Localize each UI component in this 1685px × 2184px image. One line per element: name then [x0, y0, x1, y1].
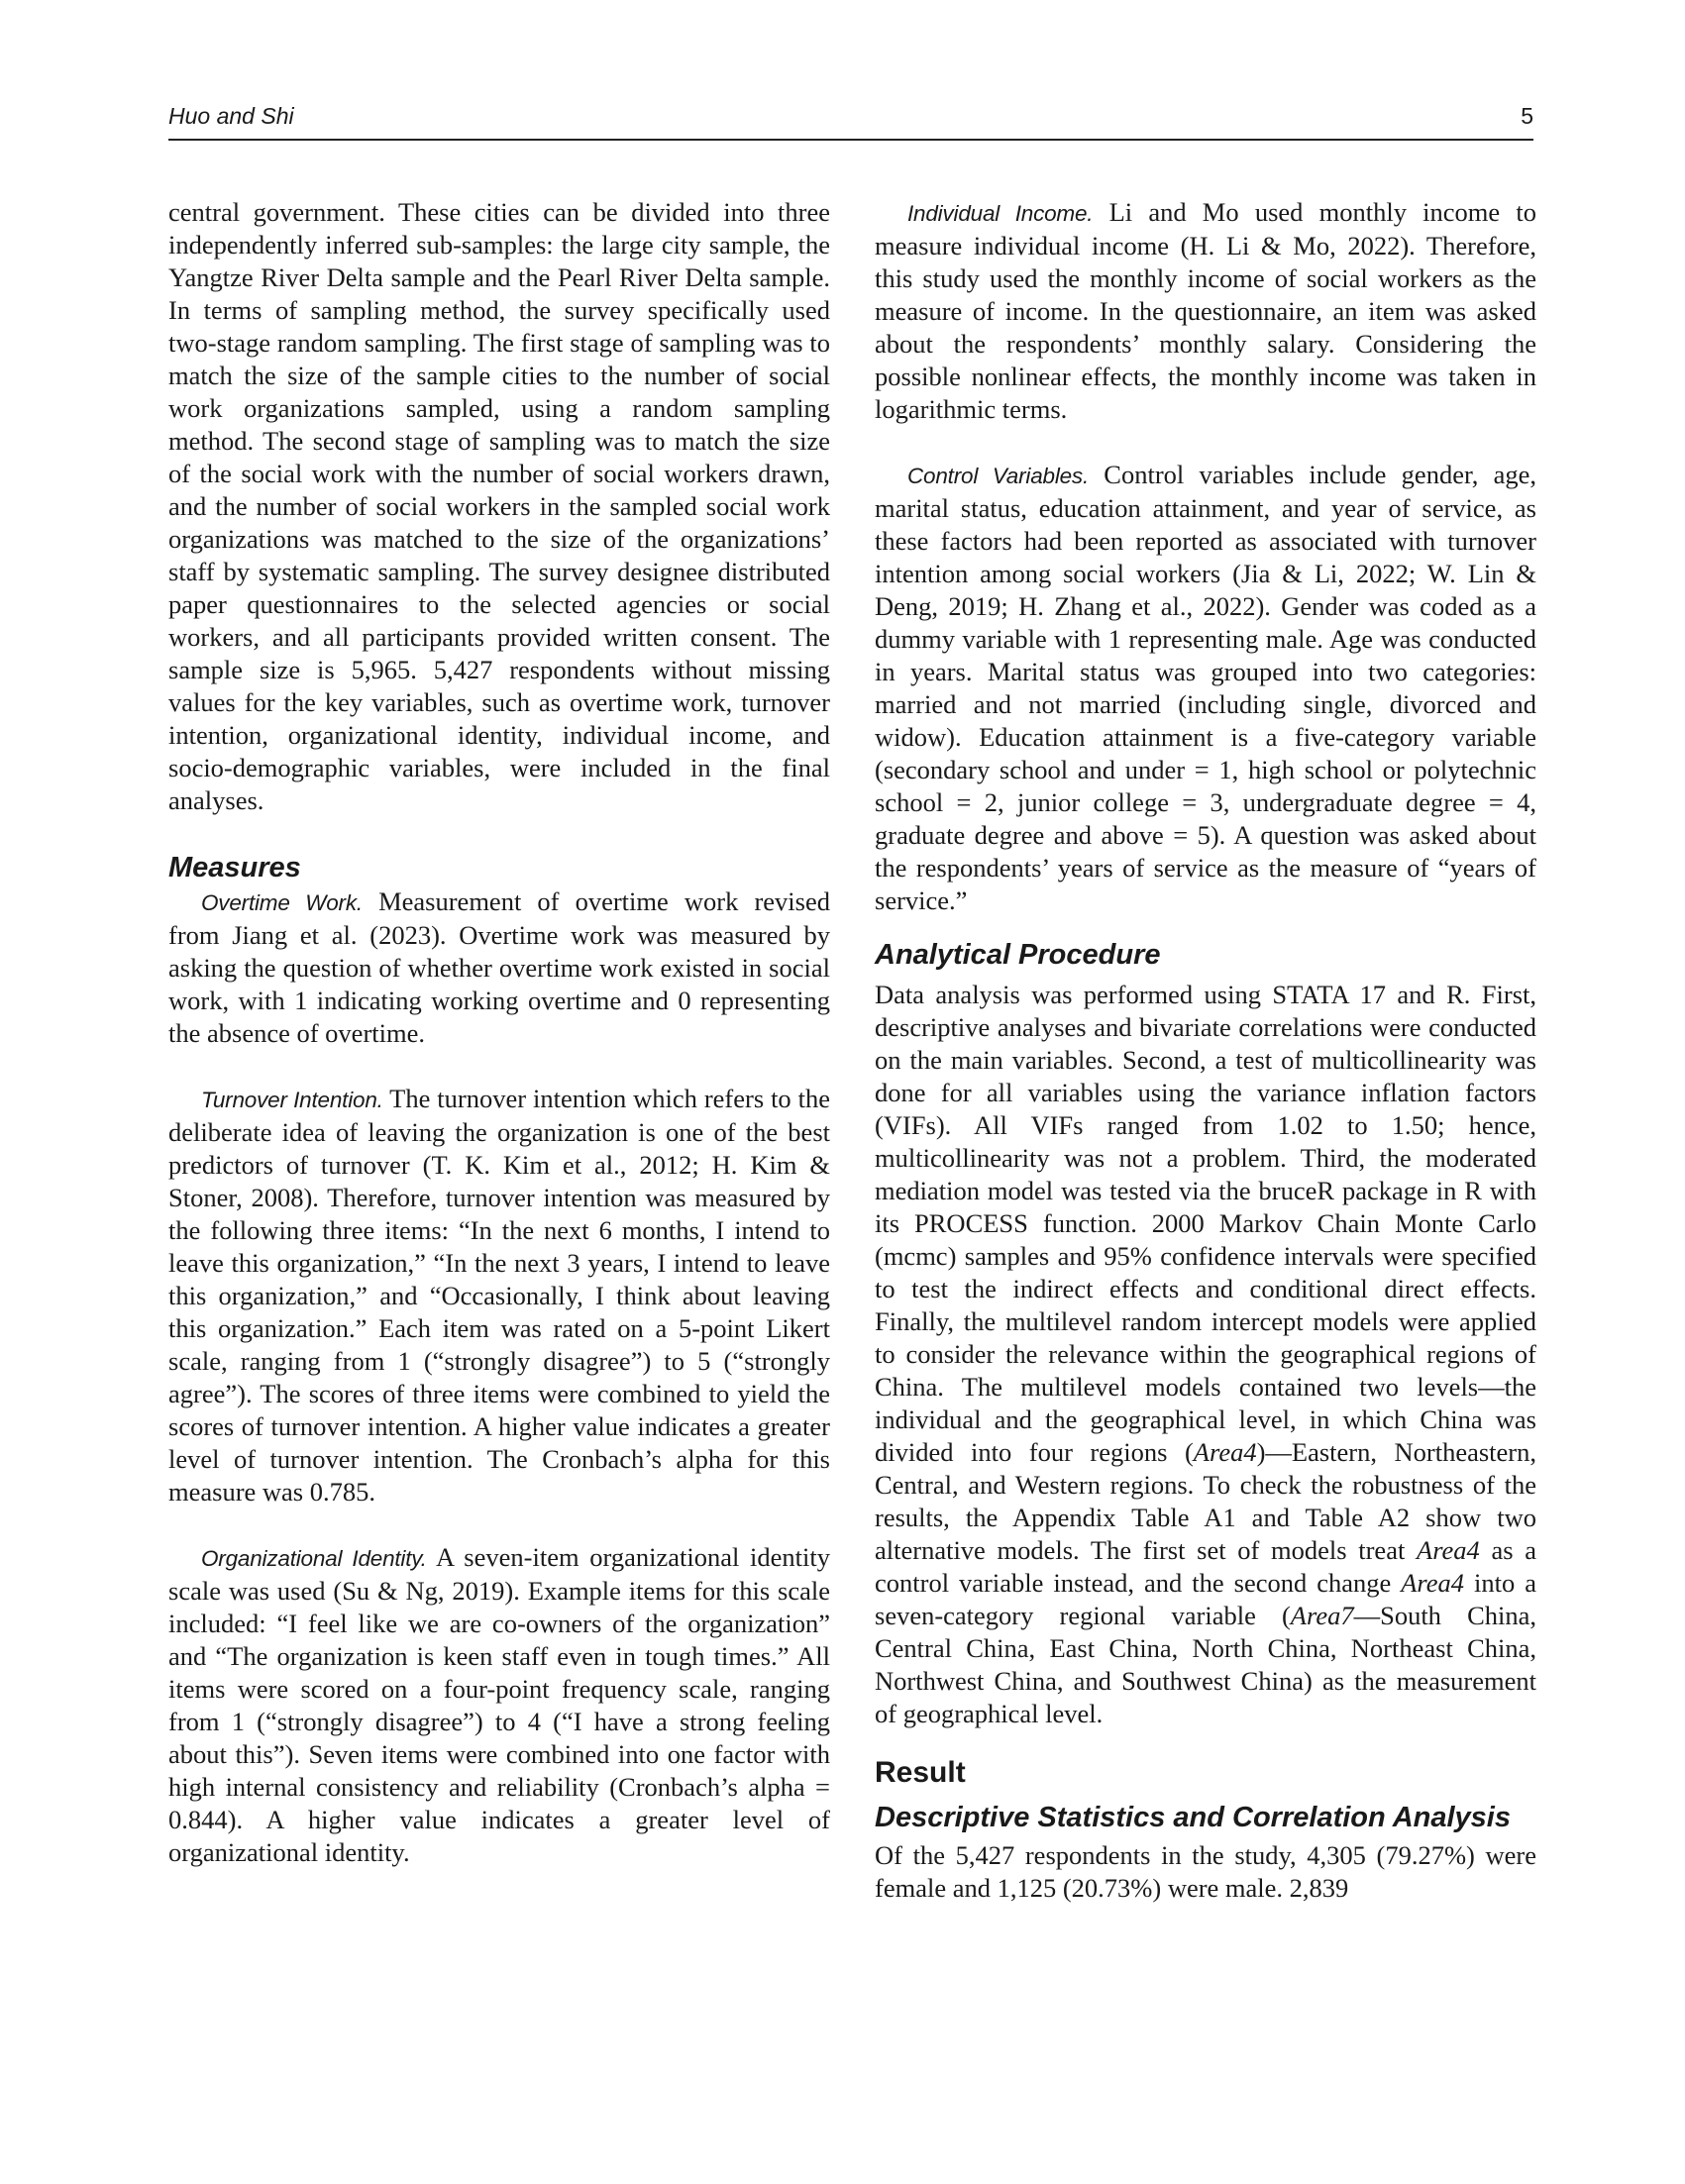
descriptive-paragraph: Of the 5,427 respondents in the study, 4,305 (79.27%) were female and 1,125 (20.73%) were male. 2,839: [875, 1840, 1536, 1903]
overtime-paragraph: [168, 885, 830, 1050]
sampling-paragraph: central government. These cities can be divided into three independently inferred sub-samples: the large city sample, the Yangtze River Delta sample and the Pearl River Delta sample. In terms of sampling method, the survey specifically used two-stage random sampling. The first stage of sampling was to match the size of the sample cities to the number of social work organizations sampled, using a random sampling method. The second stage of sampling was to match the size of the social work with the number of social workers drawn, and the number of social workers in the sampled social work organizations was matched to the size of the organizations’ staff by systematic sampling. The survey designee distributed paper questionnaires to the selected agencies or social workers, and all participants provided written consent. The sample size is 5,965. 5,427 respondents without missing values for the key variables, such as overtime work, turnover intention, organizational identity, individual income, and socio-demographic variables, were included in the final analyses.: [168, 197, 830, 815]
turnover-heading: Turnover Intention.: [201, 1088, 383, 1112]
control-heading: Control Variables.: [907, 464, 1090, 488]
area7-term: Area7: [1290, 1601, 1354, 1630]
result-heading: Result: [875, 1756, 966, 1789]
page-number: 5: [1521, 103, 1533, 129]
analytical-text-1: Data analysis was performed using STATA 17 and R. First, descriptive analyses and bivariate correlations were conducted on the main variables. Second, a test of multicollinearity was done for all variables using the variance inflation factors (VIFs). All VIFs ranged from 1.02 to 1.50; hence, multicollinearity was not a problem. Third, the moderated mediation model was tested via the bruceR package in R with its PROCESS function. 2000 Markov Chain Monte Carlo (mcmc) samples and 95% confidence intervals were specified to test the indirect effects and conditional direct effects. Finally, the multilevel random intercept models were applied to consider the relevance within the geographical regions of China. The multilevel models contained two levels—the individual and the geographical level, in which China was divided into four regions (: [875, 980, 1536, 1467]
control-paragraph: [875, 459, 1536, 917]
descriptive-heading: Descriptive Statistics and Correlation Analysis: [875, 1802, 1511, 1833]
area4-term: Area4: [1401, 1568, 1465, 1598]
overtime-text: Measurement of overtime work revised from Jiang et al. (2023). Overtime work was measured by asking the question of whether overtime work existed in social work, with 1 indicating working overtime and 0 representing the absence of overtime.: [168, 886, 830, 1048]
analytical-paragraph: [875, 979, 1536, 1730]
left-column: [168, 196, 830, 1869]
running-header: [168, 103, 1533, 141]
income-text: Li and Mo used monthly income to measure individual income (H. Li & Mo, 2022). Therefore, this study used the monthly income of social workers as the measure of income. In the questionnaire, an item was asked about the respondents’ monthly salary. Considering the possible nonlinear effects, the monthly income was taken in logarithmic terms.: [875, 197, 1536, 424]
identity-paragraph: [168, 1541, 830, 1869]
identity-text: A seven-item organizational identity scale was used (Su & Ng, 2019). Example items for this scale included: “I feel like we are co-owners of the organization” and “The organization is keen staff even in tough times.” All items were scored on a four-point frequency scale, ranging from 1 (“strongly disagree”) to 4 (“I have a strong feeling about this”). Seven items were combined into one factor with high internal consistency and reliability (Cronbach’s alpha = 0.844). A higher value indicates a greater level of organizational identity.: [168, 1542, 830, 1867]
analytical-text-2: )—Eastern, Northeastern, Central, and Western regions. To check the robustness of the results, the Appendix Table A1 and Table A2 show two alternative models. The first set of models treat: [875, 1437, 1536, 1565]
income-heading: Individual Income.: [907, 201, 1094, 226]
analytical-text-3: as a control variable instead, and the second change: [875, 1535, 1536, 1598]
control-text: Control variables include gender, age, marital status, education attainment, and year of service, as these factors had been reported as associated with turnover intention among social workers (Jia & Li, 2022; W. Lin & Deng, 2019; H. Zhang et al., 2022). Gender was coded as a dummy variable with 1 representing male. Age was conducted in years. Marital status was grouped into two categories: married and not married (including single, divorced and widow). Education attainment is a five-category variable (secondary school and under = 1, high school or polytechnic school = 2, junior college = 3, undergraduate degree = 4, graduate degree and above = 5). A question was asked about the respondents’ years of service as the measure of “years of service.”: [875, 460, 1537, 915]
turnover-text: The turnover intention which refers to the deliberate idea of leaving the organization is one of the best predictors of turnover (T. K. Kim et al., 2012; H. Kim & Stoner, 2008). Therefore, turnover intention was measured by the following three items: “In the next 6 months, I intend to leave this organization,” “In the next 3 years, I intend to leave this organization,” and “Occasionally, I think about leaving this organization.” Each item was rated on a 5-point Likert scale, ranging from 1 (“strongly disagree”) to 5 (“strongly agree”). The scores of three items were combined to yield the scores of turnover intention. A higher value indicates a greater level of turnover intention. The Cronbach’s alpha for this measure was 0.785.: [168, 1084, 830, 1507]
turnover-paragraph: [168, 1083, 830, 1508]
analytical-heading: Analytical Procedure: [875, 939, 1161, 971]
area4-term: Area4: [1193, 1437, 1257, 1467]
analytical-text-5: —South China, Central China, East China, North China, Northeast China, Northwest China, and Southwest China) as the measurement of geographical level.: [875, 1601, 1536, 1728]
area4-term: Area4: [1417, 1535, 1480, 1565]
measures-heading: Measures: [168, 852, 301, 884]
running-head-authors: Huo and Shi: [168, 103, 294, 129]
overtime-heading: Overtime Work.: [201, 890, 363, 915]
right-column: [875, 196, 1536, 1905]
analytical-text-4: into a seven-category regional variable (: [875, 1568, 1536, 1630]
identity-heading: Organizational Identity.: [201, 1546, 427, 1571]
income-paragraph: [875, 196, 1536, 426]
